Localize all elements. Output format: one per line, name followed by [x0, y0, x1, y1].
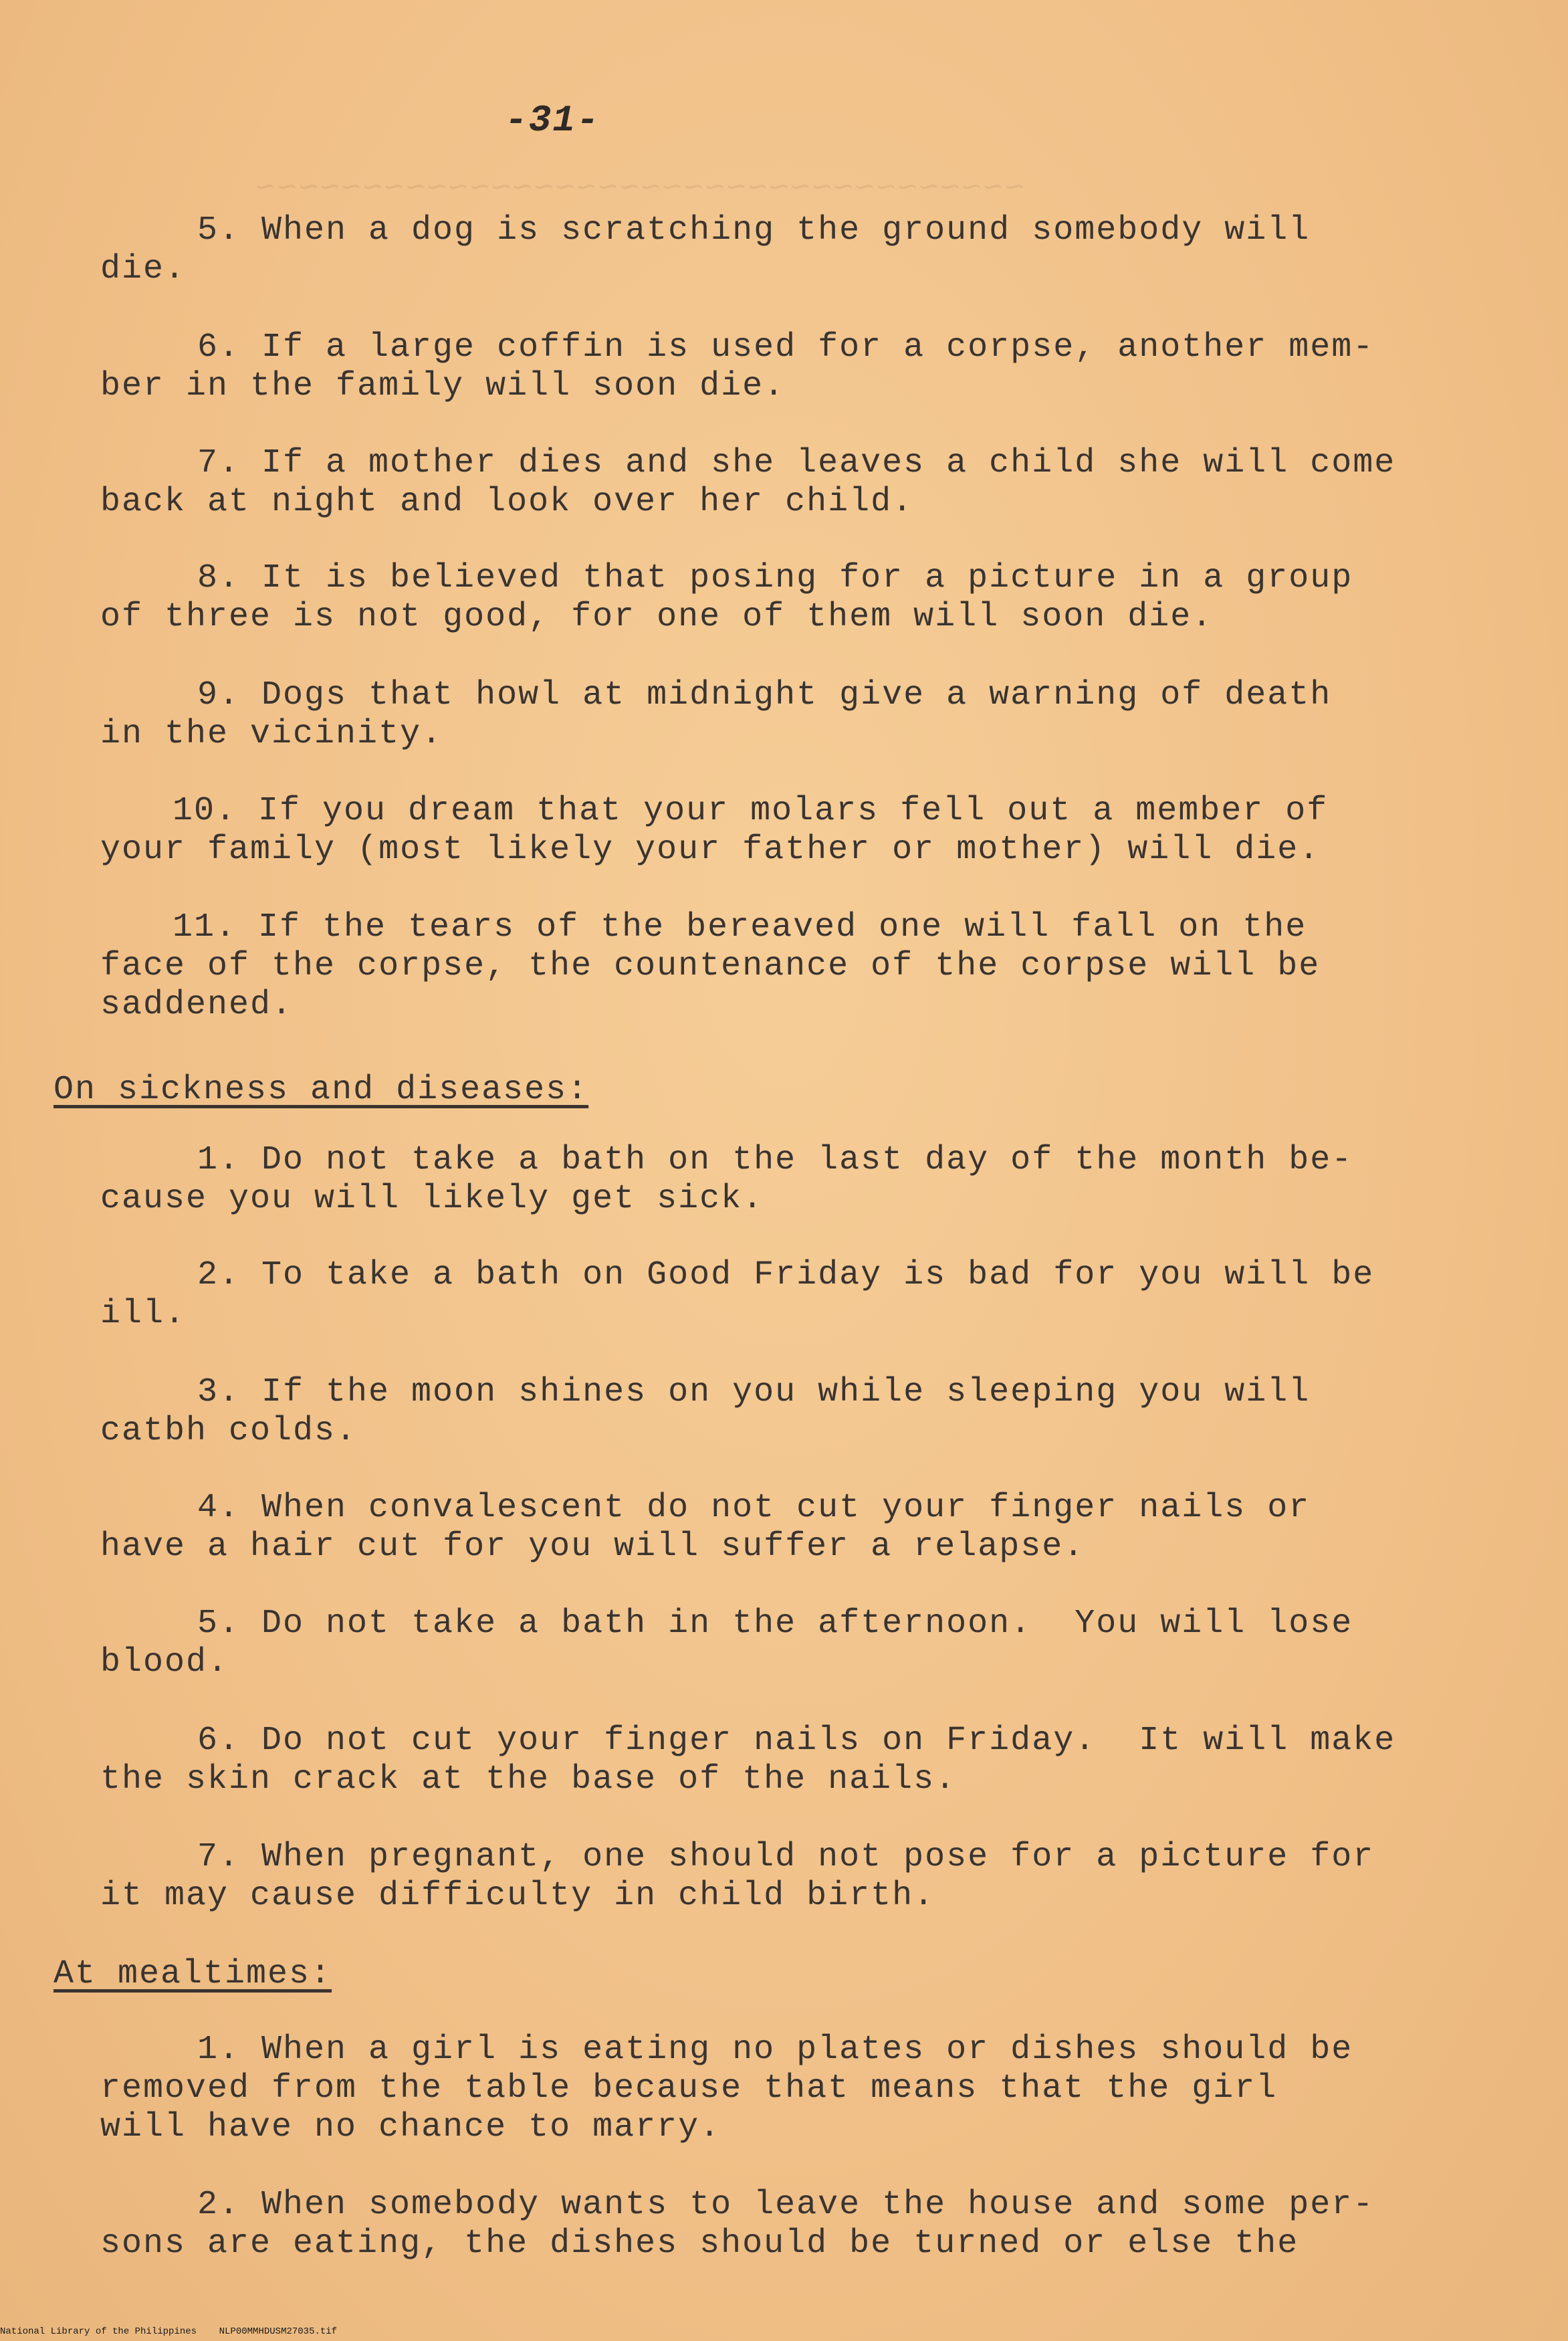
mealtimes-section-heading: At mealtimes:: [53, 1955, 332, 1993]
bleed-through-text: ~~~~~~~~~~~~~~~~~~~~~~~~~~~~~~~~~~~~: [254, 171, 1025, 209]
sickness-item-5-line-1: 5. Do not take a bath in the afternoon. You will lose: [197, 1605, 1353, 1643]
death-item-8-line-1: 8. It is believed that posing for a picture in a group: [197, 559, 1353, 597]
meal-item-1-line-1: 1. When a girl is eating no plates or dishes should be: [197, 2031, 1353, 2069]
sickness-item-2-line-1: 2. To take a bath on Good Friday is bad for you will be: [197, 1256, 1375, 1294]
scan-footer-caption: National Library of the Philippines NLP00MMHDUSM27035.tif: [0, 2326, 338, 2337]
death-item-9-line-2: in the vicinity.: [100, 715, 443, 753]
death-item-5-line-2: die.: [100, 250, 187, 288]
death-item-5-line-1: 5. When a dog is scratching the ground somebody will: [197, 211, 1311, 249]
sickness-item-3-line-2: catbh colds.: [100, 1412, 358, 1450]
death-item-6-line-1: 6. If a large coffin is used for a corpse, another mem-: [197, 328, 1375, 367]
sickness-item-7-line-2: it may cause difficulty in child birth.: [100, 1877, 935, 1915]
death-item-7-line-2: back at night and look over her child.: [100, 483, 914, 521]
sickness-item-6-line-2: the skin crack at the base of the nails.: [100, 1760, 957, 1799]
sickness-item-4-line-1: 4. When convalescent do not cut your finger nails or: [197, 1489, 1311, 1527]
death-item-11-line-2: face of the corpse, the countenance of the corpse will be: [100, 947, 1321, 985]
sickness-item-4-line-2: have a hair cut for you will suffer a relapse.: [100, 1528, 1085, 1566]
death-item-8-line-2: of three is not good, for one of them will soon die.: [100, 598, 1214, 636]
sickness-item-6-line-1: 6. Do not cut your finger nails on Friday. It will make: [197, 1722, 1396, 1760]
sickness-item-2-line-2: ill.: [100, 1295, 187, 1333]
death-item-9-line-1: 9. Dogs that howl at midnight give a warning of death: [197, 676, 1332, 714]
death-item-7-line-1: 7. If a mother dies and she leaves a child she will come: [197, 444, 1396, 482]
death-item-10-line-2: your family (most likely your father or mother) will die.: [100, 831, 1321, 869]
sickness-item-5-line-2: blood.: [100, 1643, 229, 1682]
sickness-item-1-line-2: cause you will likely get sick.: [100, 1180, 764, 1218]
meal-item-2-line-2: sons are eating, the dishes should be turned or else the: [100, 2225, 1299, 2263]
meal-item-1-line-3: will have no chance to marry.: [100, 2108, 721, 2146]
death-item-11-line-3: saddened.: [100, 986, 294, 1024]
sickness-item-1-line-1: 1. Do not take a bath on the last day of the month be-: [197, 1141, 1353, 1179]
death-item-6-line-2: ber in the family will soon die.: [100, 367, 786, 405]
meal-item-2-line-1: 2. When somebody wants to leave the house and some per-: [197, 2186, 1375, 2224]
death-item-11-line-1: 11. If the tears of the bereaved one will fall on the: [173, 908, 1307, 946]
sickness-item-3-line-1: 3. If the moon shines on you while sleeping you will: [197, 1373, 1311, 1411]
sickness-item-7-line-1: 7. When pregnant, one should not pose for a picture for: [197, 1838, 1375, 1876]
meal-item-1-line-2: removed from the table because that means that the girl: [100, 2069, 1278, 2108]
page-number: -31-: [505, 99, 600, 142]
sickness-section-heading: On sickness and diseases:: [53, 1071, 589, 1109]
death-item-10-line-1: 10. If you dream that your molars fell out a member of: [173, 792, 1329, 830]
